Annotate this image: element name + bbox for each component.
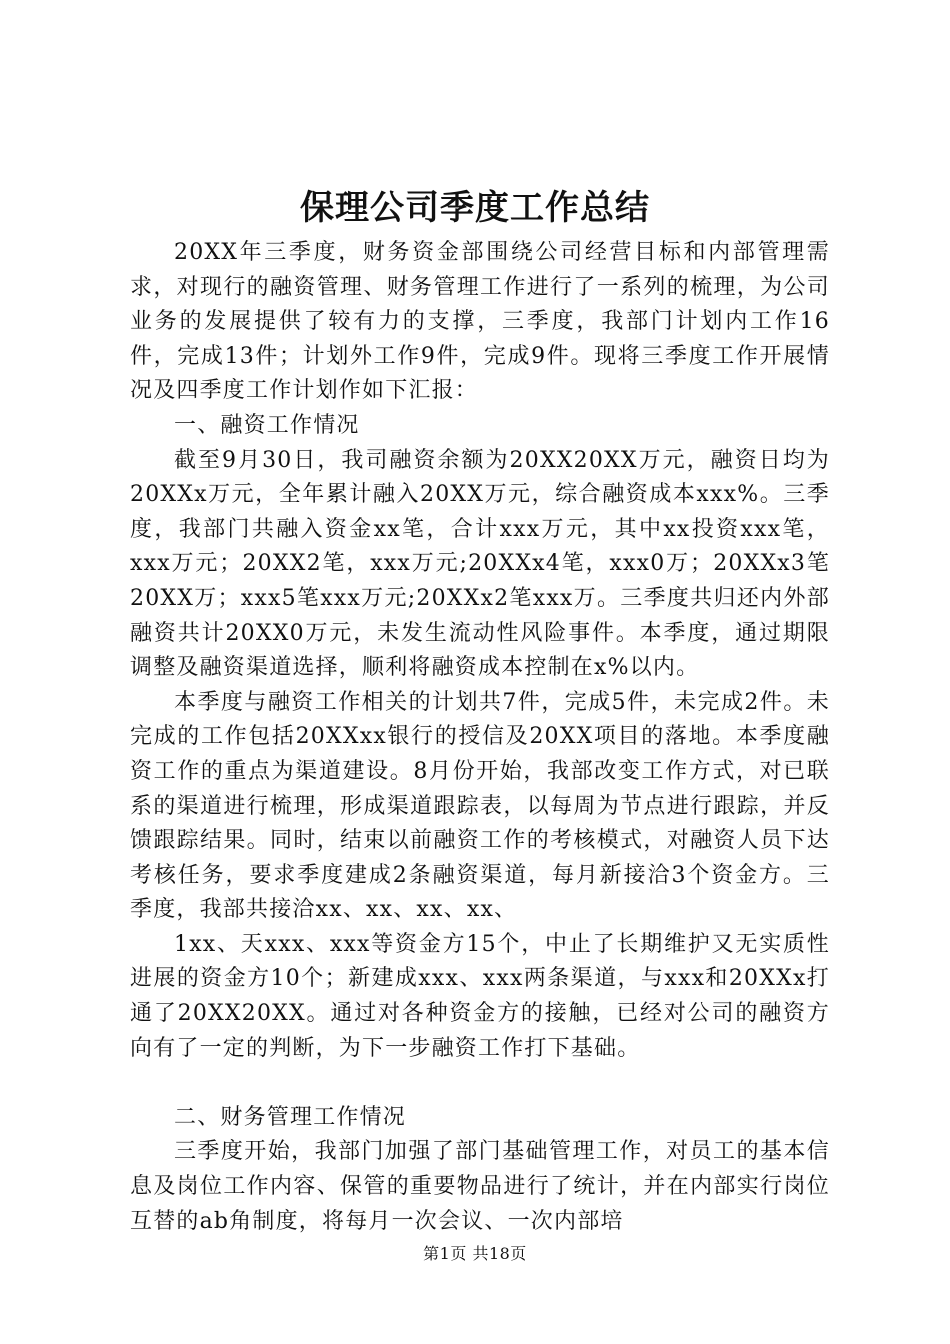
section-heading-financing: 一、融资工作情况 <box>174 412 360 438</box>
document-body <box>130 236 830 1239</box>
page-footer: 第1页 共18页 <box>423 1244 527 1263</box>
section-heading-finance-management: 二、财务管理工作情况 <box>174 1104 407 1130</box>
paragraph-intro: 20XX年三季度，财务资金部围绕公司经营目标和内部管理需求，对现行的融资管理、财务管理工作进行了一系列的梳理，为公司业务的发展提供了较有力的支撑，三季度，我部门计划内工作16件，完成13件；计划外工作9件，完成9件。现将三季度工作开展情况及四季度工作计划作如下汇报： <box>130 240 830 404</box>
paragraph-finance-management: 三季度开始，我部门加强了部门基础管理工作，对员工的基本信息及岗位工作内容、保管的重要物品进行了统计，并在内部实行岗位互替的ab角制度，将每月一次会议、一次内部培 <box>130 1139 830 1234</box>
paragraph-financing-plan: 本季度与融资工作相关的计划共7件，完成5件，未完成2件。未完成的工作包括20XXxx银行的授信及20XX项目的落地。本季度融资工作的重点为渠道建设。8月份开始，我部改变工作方式，对已联系的渠道进行梳理，形成渠道跟踪表，以每周为节点进行跟踪，并反馈跟踪结果。同时，结束以前融资工作的考核模式，对融资人员下达考核任务，要求季度建成2条融资渠道，每月新接洽3个资金方。三季度，我部共接洽xx、xx、xx、xx、 <box>130 689 830 923</box>
paragraph-financing-channels: 1xx、天xxx、xxx等资金方15个，中止了长期维护又无实质性进展的资金方10个；新建成xxx、xxx两条渠道，与xxx和20XXx打通了20XX20XX。通过对各种资金方的接触，已经对公司的融资方向有了一定的判断，为下一步融资工作打下基础。 <box>130 931 830 1061</box>
document-title: 保理公司季度工作总结 <box>300 188 650 228</box>
paragraph-financing-balance: 截至9月30日，我司融资余额为20XX20XX万元，融资日均为20XXx万元，全年累计融入20XX万元，综合融资成本xxx%。三季度，我部门共融入资金xx笔，合计xxx万元，其中xx投资xxx笔，xxx万元；20XX2笔，xxx万元;20XXx4笔，xxx0万；20XXx3笔20XX万；xxx5笔xxx万元;20XXx2笔xxx万。三季度共归还内外部融资共计20XX0万元，未发生流动性风险事件。本季度，通过期限调整及融资渠道选择，顺利将融资成本控制在x%以内。 <box>130 447 830 681</box>
